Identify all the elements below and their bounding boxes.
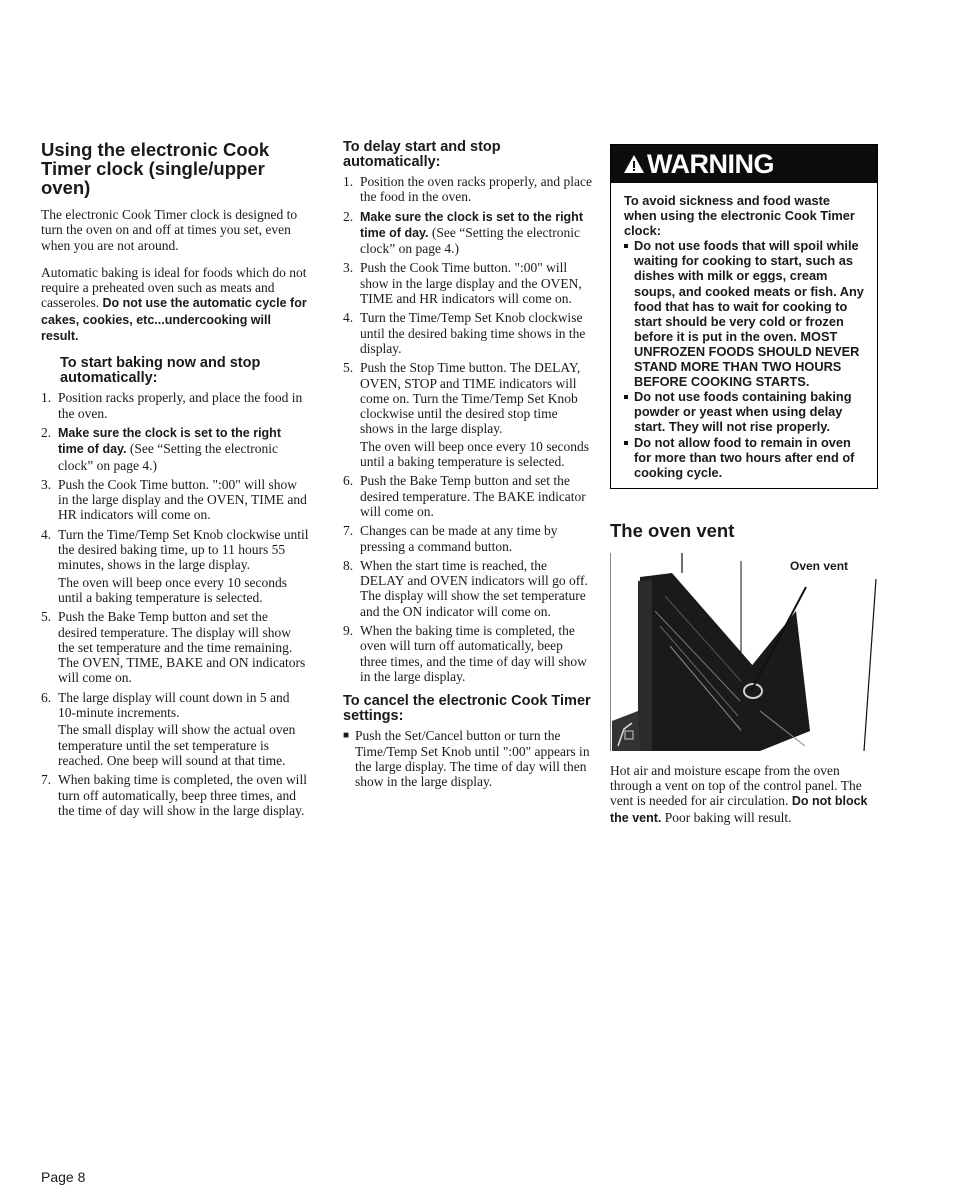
step-text: When the start time is reached, the DELAY and OVEN indicators will go off. The display will show the set temperature and the ON indicator will come on. [360,557,588,619]
step-text: Turn the Time/Temp Set Knob clockwise until the desired baking time, up to 11 hours 55 minutes, shows in the large display. [58,526,309,573]
step-note: The oven will beep once every 10 seconds until a baking temperature is selected. [360,438,590,470]
oven-vent-illustration [610,551,880,751]
page-number: Page 8 [41,1169,86,1185]
step-number: 3. [41,476,52,492]
step-number: 5. [41,609,52,625]
step-number: 1. [343,174,354,189]
warning-item [624,435,865,480]
list-item [41,527,309,605]
list-item [343,523,593,554]
step-text: Push the Stop Time button. The DELAY, OVEN, STOP and TIME indicators will come on. Turn the Time/Temp Set Knob clockwise until the desired stop time shows in the large display. [360,360,581,437]
step-text: Push the Cook Time button. ":00" will show in the large display and the OVEN, TIME and HR indicators will come on. [360,260,582,307]
list-item [343,473,593,519]
list-item [343,260,593,306]
oven-vent-drawing [610,551,880,751]
step-text: Push the Cook Time button. ":00" will show in the large display and the OVEN, TIME and HR indicators will come on. [58,476,307,523]
list-item [41,609,309,685]
warning-item-text: Do not use foods containing baking powder or yeast when using delay start. They will not rise properly. [634,389,852,435]
step-text: Changes can be made at any time by pressing a command button. [360,523,558,554]
step-emphasis: Make sure the clock is set to the right time of day. [58,425,281,457]
oven-vent-heading: The oven vent [610,519,735,541]
step-text: Turn the Time/Temp Set Knob clockwise until the desired baking time shows in the display. [360,310,586,356]
list-item: ■ Push the Set/Cancel button or turn the Time/Temp Set Knob until ":00" appears in the large display. The time of day will then show in the large display. [343,728,590,790]
step-number: 7. [41,772,52,788]
list-item [343,310,593,356]
list-item [41,772,309,818]
step-number: 2. [41,424,52,440]
start-now-steps [41,390,309,818]
step-number: 1. [41,390,52,406]
list-item [41,390,309,421]
warning-title: WARNING [647,149,774,179]
step-text: Push the Bake Temp button and set the desired temperature. The BAKE indicator will come on. [360,473,586,519]
section-title: Using the electronic Cook Timer clock (single/upper oven) [41,139,270,198]
list-item [343,623,593,684]
warning-box [610,144,878,489]
delay-start-heading: To delay start and stop automatically: [343,139,501,170]
bullet-icon [624,244,628,248]
warning-triangle-icon [623,154,645,174]
step-number: 9. [343,623,354,639]
start-now-heading: To start baking now and stop automatically: [60,355,261,387]
warning-list [624,238,865,480]
warning-body [611,183,877,488]
warning-item-text: Do not use foods that will spoil while waiting for cooking to start, such as dishes with milk or eggs, cream soups, and cooked meats or fish. Any food that has to wait for cooking to start should be very cold or frozen before it is put in the oven. MOST UNFROZEN FOODS SHOULD NEVER STAND MORE THAN TWO HOURS BEFORE COOKING STARTS. [634,238,864,390]
list-item [41,477,309,523]
step-text: When baking time is completed, the oven will turn off automatically, beep three times, and the time of day will show in the large display. [58,772,307,818]
step-text: Push the Bake Temp button and set the desired temperature. The display will show the set temperature and the time remaining. The OVEN, TIME, BAKE and ON indicators will come on. [58,609,306,686]
step-number: 4. [343,310,354,326]
step-text: When the baking time is completed, the oven will turn off automatically, beep three times, and the time of day will show in the large display. [360,623,587,684]
step-note: The small display will show the actual oven temperature until the set temperature is reached. One beep will sound at that time. [58,722,296,768]
column-left [41,140,309,822]
oven-vent-caption: Hot air and moisture escape from the oven through a vent on top of the control panel. The vent is needed for air circulation. Do not block the vent. Poor baking will result. [610,762,868,825]
step-number: 5. [343,360,354,376]
warning-item-text: Do not allow food to remain in oven for more than two hours after end of cooking cycle. [634,434,855,480]
step-text: (See “Setting the electronic clock” on page 4.) [360,224,580,257]
warning-lead: To avoid sickness and food waste when using the electronic Cook Timer clock: [624,193,855,239]
bullet-icon: ■ [343,730,350,742]
step-text: Position the oven racks properly, and place the food in the oven. [360,174,592,205]
step-note: The oven will beep once every 10 seconds until a baking temperature is selected. [58,574,288,605]
intro-paragraph: The electronic Cook Timer clock is designed to turn the oven on and off at times you set, even when you are not around. [41,207,298,253]
step-text: Position racks properly, and place the food in the oven. [58,390,303,421]
cancel-list [343,728,593,789]
bullet-icon [624,395,628,399]
list-item [41,425,309,473]
automatic-baking-paragraph: Automatic baking is ideal for foods which do not require a preheated oven such as meats and casseroles. Do not use the automatic cycle for cakes, cookies, etc...undercooking will result. [41,264,307,344]
bullet-icon [624,441,628,445]
column-middle [343,140,593,789]
list-item [343,558,593,619]
step-number: 3. [343,260,354,276]
step-emphasis: Make sure the clock is set to the right time of day. [360,209,583,240]
warning-item [624,238,865,389]
delay-start-steps [343,174,593,684]
warning-item [624,389,865,434]
list-item [41,690,309,768]
step-number: 8. [343,557,354,573]
step-text: (See “Setting the electronic clock” on page 4.) [58,441,278,473]
oven-vent-label: Oven vent [790,558,849,573]
cancel-heading: To cancel the electronic Cook Timer settings: [343,693,591,725]
step-number: 7. [343,523,354,539]
list-item [343,360,593,469]
warning-banner [611,145,877,183]
column-right [610,144,878,826]
step-number: 6. [343,473,354,489]
list-item [343,209,593,257]
step-number: 4. [41,526,52,542]
step-number: 6. [41,689,52,705]
list-item [343,174,593,205]
step-number: 2. [343,208,354,224]
step-text: The large display will count down in 5 and 10-minute increments. [58,689,290,721]
